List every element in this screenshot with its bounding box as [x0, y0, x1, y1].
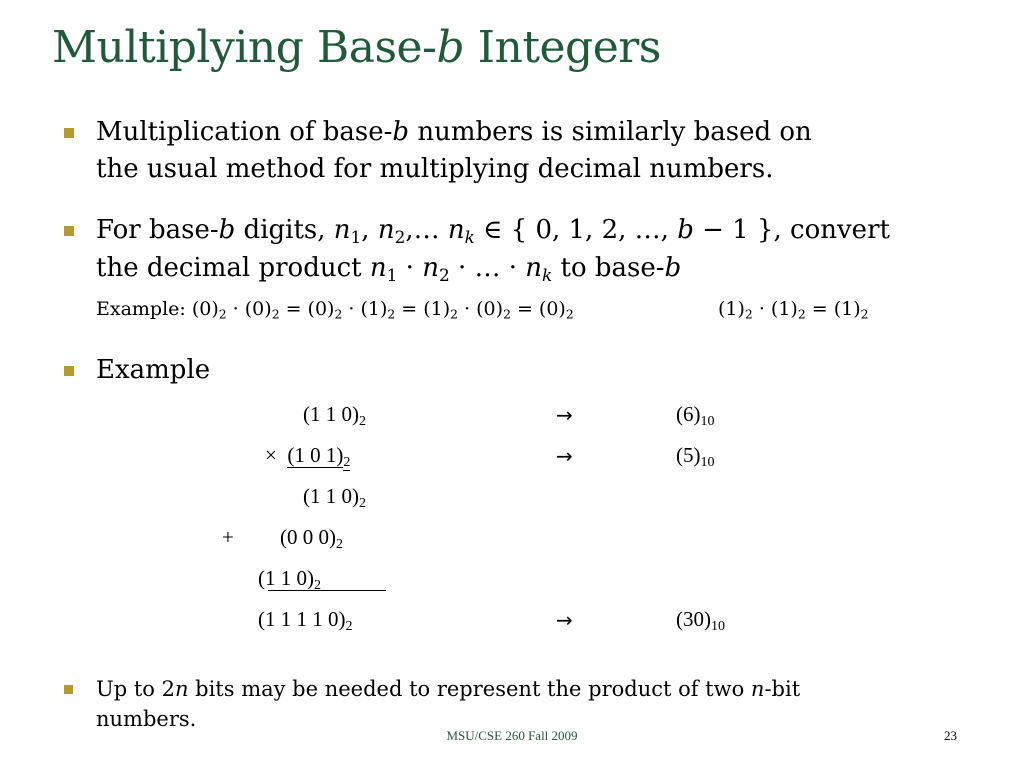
- example-term: (1): [718, 298, 745, 320]
- example-operator: =: [395, 298, 424, 320]
- text: ,…: [405, 215, 448, 245]
- bullet-2-line-2: [96, 253, 682, 286]
- example-term: (0): [191, 298, 219, 320]
- bullet-marker: [64, 226, 74, 236]
- example-term: (1): [770, 298, 798, 320]
- title-rest: Integers: [464, 22, 661, 73]
- example-base: 2: [860, 307, 869, 322]
- example-operator: =: [510, 298, 539, 320]
- example-line: [96, 297, 574, 321]
- text: ·: [397, 253, 423, 283]
- decimal-value-1: [676, 402, 715, 430]
- text: digits,: [235, 215, 334, 245]
- example-equation-1: [192, 298, 574, 320]
- example-label: Example:: [96, 298, 192, 320]
- right-arrow-icon: →: [556, 444, 573, 468]
- text: Multiplication of base-: [96, 117, 393, 147]
- page-number: 23: [944, 728, 957, 743]
- var-n: n: [377, 215, 395, 245]
- value: (6): [676, 402, 701, 426]
- calc-row-3: [303, 484, 366, 512]
- calc-row-5: [258, 566, 321, 594]
- base: 10: [711, 619, 725, 635]
- calc-row-1: [303, 402, 366, 430]
- var-b: b: [392, 117, 410, 147]
- example-operator: ·: [458, 298, 477, 320]
- subscript: 1: [386, 265, 398, 286]
- text: ∈ { 0, 1, 2, …,: [474, 215, 678, 245]
- example-base: 2: [503, 307, 511, 322]
- value: (30): [676, 607, 711, 631]
- subscript: k: [464, 227, 475, 248]
- example-base: 2: [565, 307, 574, 322]
- base: 2: [343, 455, 351, 471]
- title-text: Multiplying Base-: [52, 22, 437, 73]
- subscript: 1: [350, 227, 362, 248]
- example-operator: ·: [342, 298, 361, 320]
- subscript: k: [542, 265, 553, 286]
- var-n: n: [525, 253, 543, 283]
- right-arrow-icon: →: [556, 608, 573, 632]
- var-n: n: [750, 677, 765, 701]
- slide-footer: MSU/CSE 260 Fall 2009: [446, 728, 578, 743]
- calc-row-4: [280, 525, 343, 553]
- text: bits may be needed to represent the product of two: [188, 677, 751, 701]
- example-equation-2-content: [718, 298, 868, 320]
- example-base: 2: [797, 307, 806, 322]
- subscript: 2: [394, 227, 406, 248]
- value: (5): [676, 443, 701, 467]
- var-n: n: [447, 215, 465, 245]
- base: 2: [345, 619, 353, 635]
- example-term: (0): [307, 298, 335, 320]
- value: (1 0 1): [287, 443, 344, 467]
- plus-operator: +: [222, 525, 234, 549]
- example-term: (0): [476, 298, 504, 320]
- decimal-value-2: [676, 443, 715, 471]
- example-operator: ·: [226, 298, 245, 320]
- example-operator: =: [279, 298, 308, 320]
- base: 2: [359, 496, 366, 512]
- bullet-3-label: Example: [96, 355, 211, 385]
- times-operator: ×: [265, 443, 277, 467]
- text: the decimal product: [96, 253, 370, 283]
- base: 2: [314, 578, 321, 594]
- bullet-marker: [64, 685, 73, 694]
- text: · … ·: [449, 253, 526, 283]
- base: 2: [359, 414, 366, 430]
- bullet-4-line-2: numbers.: [96, 707, 197, 731]
- text: -bit: [764, 677, 801, 701]
- example-base: 2: [271, 307, 280, 322]
- example-term: (0): [538, 298, 566, 320]
- value: (1 1 1 1 0): [258, 607, 346, 631]
- text: ,: [361, 215, 378, 245]
- right-arrow-icon: →: [556, 403, 573, 427]
- text: to base-: [552, 253, 665, 283]
- var-b: b: [218, 215, 236, 245]
- decimal-result: [676, 607, 725, 635]
- bullet-1-line-2: the usual method for multiplying decimal numbers.: [96, 154, 774, 184]
- bullet-4-line-1: [96, 677, 800, 701]
- var-n: n: [333, 215, 351, 245]
- example-term: (1): [833, 298, 861, 320]
- var-b: b: [664, 253, 682, 283]
- text: − 1 }, convert: [693, 215, 890, 245]
- example-operator: =: [805, 298, 834, 320]
- var-n: n: [369, 253, 387, 283]
- bullet-marker: [64, 128, 74, 138]
- bullet-2-line-1: [96, 215, 890, 248]
- text: For base-: [96, 215, 219, 245]
- example-term: (0): [244, 298, 272, 320]
- bullet-1-line-1: [96, 117, 812, 147]
- value: (1 1 0): [258, 566, 314, 590]
- example-base: 2: [744, 307, 753, 322]
- base: 10: [700, 455, 715, 471]
- bullet-marker: [64, 366, 74, 376]
- text: Up to 2: [96, 677, 175, 701]
- example-base: 2: [450, 307, 459, 322]
- base: 10: [700, 414, 715, 430]
- slide-title: [52, 22, 661, 73]
- calc-result: [258, 607, 353, 635]
- text: numbers is similarly based on: [409, 117, 812, 147]
- calc-row-2: [265, 443, 351, 471]
- value: (0 0 0): [280, 525, 336, 549]
- var-n: n: [422, 253, 439, 283]
- sum-rule-line: [268, 590, 386, 591]
- example-equation-2: [718, 297, 868, 321]
- value: (1 1 0): [303, 402, 359, 426]
- var-b: b: [677, 215, 694, 245]
- example-base: 2: [218, 307, 227, 322]
- example-term: (1): [360, 298, 388, 320]
- example-term: (1): [423, 298, 451, 320]
- subscript: 2: [438, 265, 450, 286]
- base: 2: [336, 537, 343, 553]
- example-base: 2: [387, 307, 396, 322]
- example-operator: ·: [752, 298, 771, 320]
- value: (1 1 0): [303, 484, 359, 508]
- var-n: n: [174, 677, 189, 701]
- example-base: 2: [334, 307, 343, 322]
- title-var: b: [436, 22, 465, 73]
